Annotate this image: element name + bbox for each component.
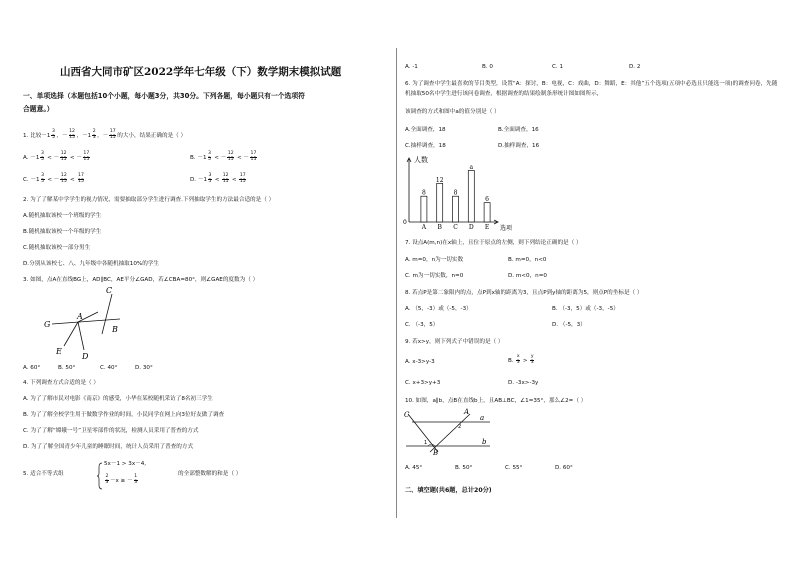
chart-category-label-c: C: [453, 224, 458, 231]
question-8-option-d[interactable]: D. （-5，3）: [552, 322, 586, 328]
question-10-option-a[interactable]: A. 45°: [405, 465, 423, 471]
brace-icon: [97, 462, 103, 490]
question-6-stem-line2: 该调查的方式和图中a的值分别是（ ）: [405, 109, 500, 115]
question-8-option-b[interactable]: B. （-3，5）或（-3，-5）: [552, 306, 619, 312]
chart-origin-label: 0: [403, 219, 407, 226]
question-5-option-d[interactable]: D. 2: [629, 64, 641, 70]
chart-category-label-b: B: [437, 224, 442, 231]
chart-bars: [421, 164, 490, 231]
point-label-d: D: [82, 352, 89, 361]
question-10-option-d[interactable]: D. 60°: [555, 465, 573, 471]
point-label-e: E: [56, 347, 62, 356]
question-6-bar-chart: [398, 152, 528, 234]
question-4-option-a[interactable]: A. 为了了解市民对电影《南京》的感受，小华在某校随机采访了8名初三学生: [23, 396, 213, 402]
point-label-b: B: [112, 325, 118, 334]
point-label-c: C: [106, 286, 113, 295]
question-9-option-b[interactable]: B. $\frac{x}{3}$ > $\frac{y}{3}$: [508, 354, 534, 365]
question-8-option-a[interactable]: A. （5，-3）或（-5，-3）: [405, 306, 472, 312]
angle-label-1: 1: [424, 440, 428, 446]
question-7-option-b[interactable]: B. m=0，n<0: [508, 257, 547, 263]
chart-bar-c: [453, 196, 459, 222]
question-2-option-a[interactable]: A.随机抽取该校一个班级的学生: [23, 213, 102, 219]
section2-heading: 二、填空题(共6题，总计20分): [405, 487, 492, 494]
line-label-b: b: [482, 438, 487, 446]
question-2-option-c[interactable]: C.随机抽取该校一部分男生: [23, 245, 91, 251]
question-2-option-b[interactable]: B.随机抽取该校一个年级的学生: [23, 229, 102, 235]
chart-category-label-e: E: [484, 224, 490, 231]
chart-bar-d: [468, 170, 474, 222]
question-2-option-d[interactable]: D.分别从该校七、八、九年级中各随机抽取10%的学生: [23, 261, 159, 267]
column-divider: [396, 48, 397, 518]
chart-bar-e: [484, 203, 490, 222]
page-title: 山西省大同市矿区2022学年七年级（下）数学期末模拟试题: [60, 66, 342, 78]
question-6-option-b[interactable]: B.全面调查，16: [498, 127, 539, 133]
chart-category-label-a: A: [421, 224, 427, 231]
question-1-option-c[interactable]: C. －1 $\frac{3}{5}$ < － $\frac{12}{15}$ < $\frac{17}{15}$: [23, 173, 84, 184]
ray-ae: [64, 322, 78, 346]
question-6-stem-line1: 6. 为了调查中学生最喜欢的节目类型，设置“A：探讨，B：电视，C：戏曲，D：舞蹈，E：其他”五个选项(五项中必选且只能选一项)的调查问卷，先随机抽取50名中学生进行该问卷调查，根据调查的结果绘制条形统计图如图所示，: [405, 81, 778, 97]
question-5-stem-pre: 5. 适合不等式组: [23, 471, 64, 477]
question-1-option-a[interactable]: A. －1 $\frac{3}{5}$ < － $\frac{12}{15}$ < － $\frac{17}{15}$: [23, 151, 90, 162]
ray-ad-down: [78, 322, 84, 350]
question-1-option-d[interactable]: D. －1 $\frac{3}{5}$ < $\frac{12}{15}$ < $\frac{17}{15}$: [190, 173, 246, 184]
point-label-g: G: [44, 320, 51, 329]
chart-bar-b: [437, 183, 443, 222]
question-5-option-a[interactable]: A. -1: [405, 64, 418, 70]
question-5-option-b[interactable]: B. 0: [482, 64, 493, 70]
question-10-option-b[interactable]: B. 50°: [455, 465, 473, 471]
chart-data-label-c: 8: [453, 189, 458, 197]
point-label-a: A: [464, 408, 470, 416]
question-10-stem: 10. 如图，a∥b，点B在直线b上，且AB⊥BC，∠1=35°，那么∠2=（ ）: [405, 398, 587, 404]
question-7-option-c[interactable]: C. m为一切实数，n=0: [405, 273, 464, 279]
question-9-stem: 9. 若x>y，则下列式子中错误的是（ ）: [405, 339, 504, 345]
question-3-option-b[interactable]: B. 50°: [58, 365, 76, 371]
line-label-a: a: [480, 414, 485, 422]
question-4-option-d[interactable]: D. 为了了解全国青少年儿童的睡眠时间，统计人员采用了普查的方式: [23, 444, 194, 450]
question-8-stem: 8. 若点P是第二象限内的点，点P到x轴的距离为3，且点P到y轴的距离为5，则点P的坐标是（ ）: [405, 290, 643, 296]
line-gb: [52, 319, 120, 324]
question-9-option-d[interactable]: D. -3x>-3y: [508, 380, 539, 386]
question-9-option-c[interactable]: C. x+3>y+3: [405, 380, 441, 386]
question-10-figure: [400, 408, 500, 456]
question-6-option-a[interactable]: A.全面调查，18: [405, 127, 446, 133]
chart-y-axis-label: 人数: [414, 156, 428, 164]
question-5-system-line1: 5x－1 > 3x－4,: [104, 461, 147, 467]
question-7-option-a[interactable]: A. m=0，n为一切实数: [405, 257, 464, 263]
point-label-c: C: [404, 411, 410, 419]
chart-data-label-d: a: [469, 163, 474, 171]
section1-heading-line1: 一、单项选择（本题包括10个小题，每小题3分，共30分。下列各题，每小题只有一个选项符: [23, 92, 305, 100]
chart-x-axis-label: 选项: [500, 225, 513, 232]
line-bc: [102, 294, 112, 334]
question-7-stem: 7. 设点A(m,n)在x轴上，且位于原点的左侧，则下列结论正确的是（ ）: [405, 240, 582, 246]
question-4-stem: 4. 下列调查方式合适的是（ ）: [23, 380, 100, 386]
question-1-option-b[interactable]: B. －1 $\frac{3}{5}$ < － $\frac{12}{15}$ < － $\frac{17}{15}$: [190, 151, 257, 162]
question-3-figure: [40, 284, 140, 364]
question-10-option-c[interactable]: C. 55°: [505, 465, 523, 471]
question-6-option-d[interactable]: D.抽样调查，16: [498, 143, 540, 149]
chart-data-label-e: 6: [485, 196, 490, 204]
question-7-option-d[interactable]: D. m<0，n=0: [508, 273, 547, 279]
question-6-option-c[interactable]: C.抽样调查，18: [405, 143, 446, 149]
question-4-option-b[interactable]: B. 为了了解全校学生用于做数学作业的时间，小民同学在网上向3位好友做了调查: [23, 412, 225, 418]
point-label-a: A: [77, 312, 83, 321]
question-1-stem: 1. 比较－1 $\frac{3}{5}$ ，－ $\frac{12}{15}$ ，－1 $\frac{2}{3}$ ，－ $\frac{17}{15}$ 的大小，结果正确的是（ ）: [23, 129, 187, 140]
question-8-option-c[interactable]: C. （-3，5）: [405, 322, 439, 328]
question-5-system-line2: $\frac{2}{3}$ －x ≥ － $\frac{1}{3}$: [105, 474, 138, 485]
question-3-option-c[interactable]: C. 40°: [100, 365, 118, 371]
chart-data-label-a: 8: [421, 189, 426, 197]
question-5-option-c[interactable]: C. 1: [552, 64, 564, 70]
question-9-option-a[interactable]: A. x-3>y-3: [405, 359, 435, 365]
point-label-b: B: [433, 449, 439, 457]
question-3-option-d[interactable]: D. 30°: [135, 365, 153, 371]
section1-heading-line2: 合题意。）: [23, 105, 54, 113]
chart-data-label-b: 12: [435, 176, 444, 184]
question-5-stem-post: 的全部整数解的和是（ ）: [178, 471, 242, 477]
question-3-stem: 3. 如图，点A在直线BG上，AD∥BC，AE平分∠GAD，若∠CBA=80°，则∠GAE的度数为（ ）: [23, 277, 259, 283]
question-2-stem: 2. 为了了解某中学学生的视力情况，需要抽取部分学生进行调查.下列抽取学生的方法最合适的是（ ）: [23, 197, 275, 203]
angle-label-2: 2: [458, 424, 462, 430]
question-3-option-a[interactable]: A. 60°: [23, 365, 41, 371]
question-4-option-c[interactable]: C. 为了了解“嫦娥一号”卫星零部件的状况，检测人员采用了普查的方式: [23, 428, 199, 434]
chart-bar-a: [421, 196, 427, 222]
chart-category-label-d: D: [468, 224, 474, 231]
